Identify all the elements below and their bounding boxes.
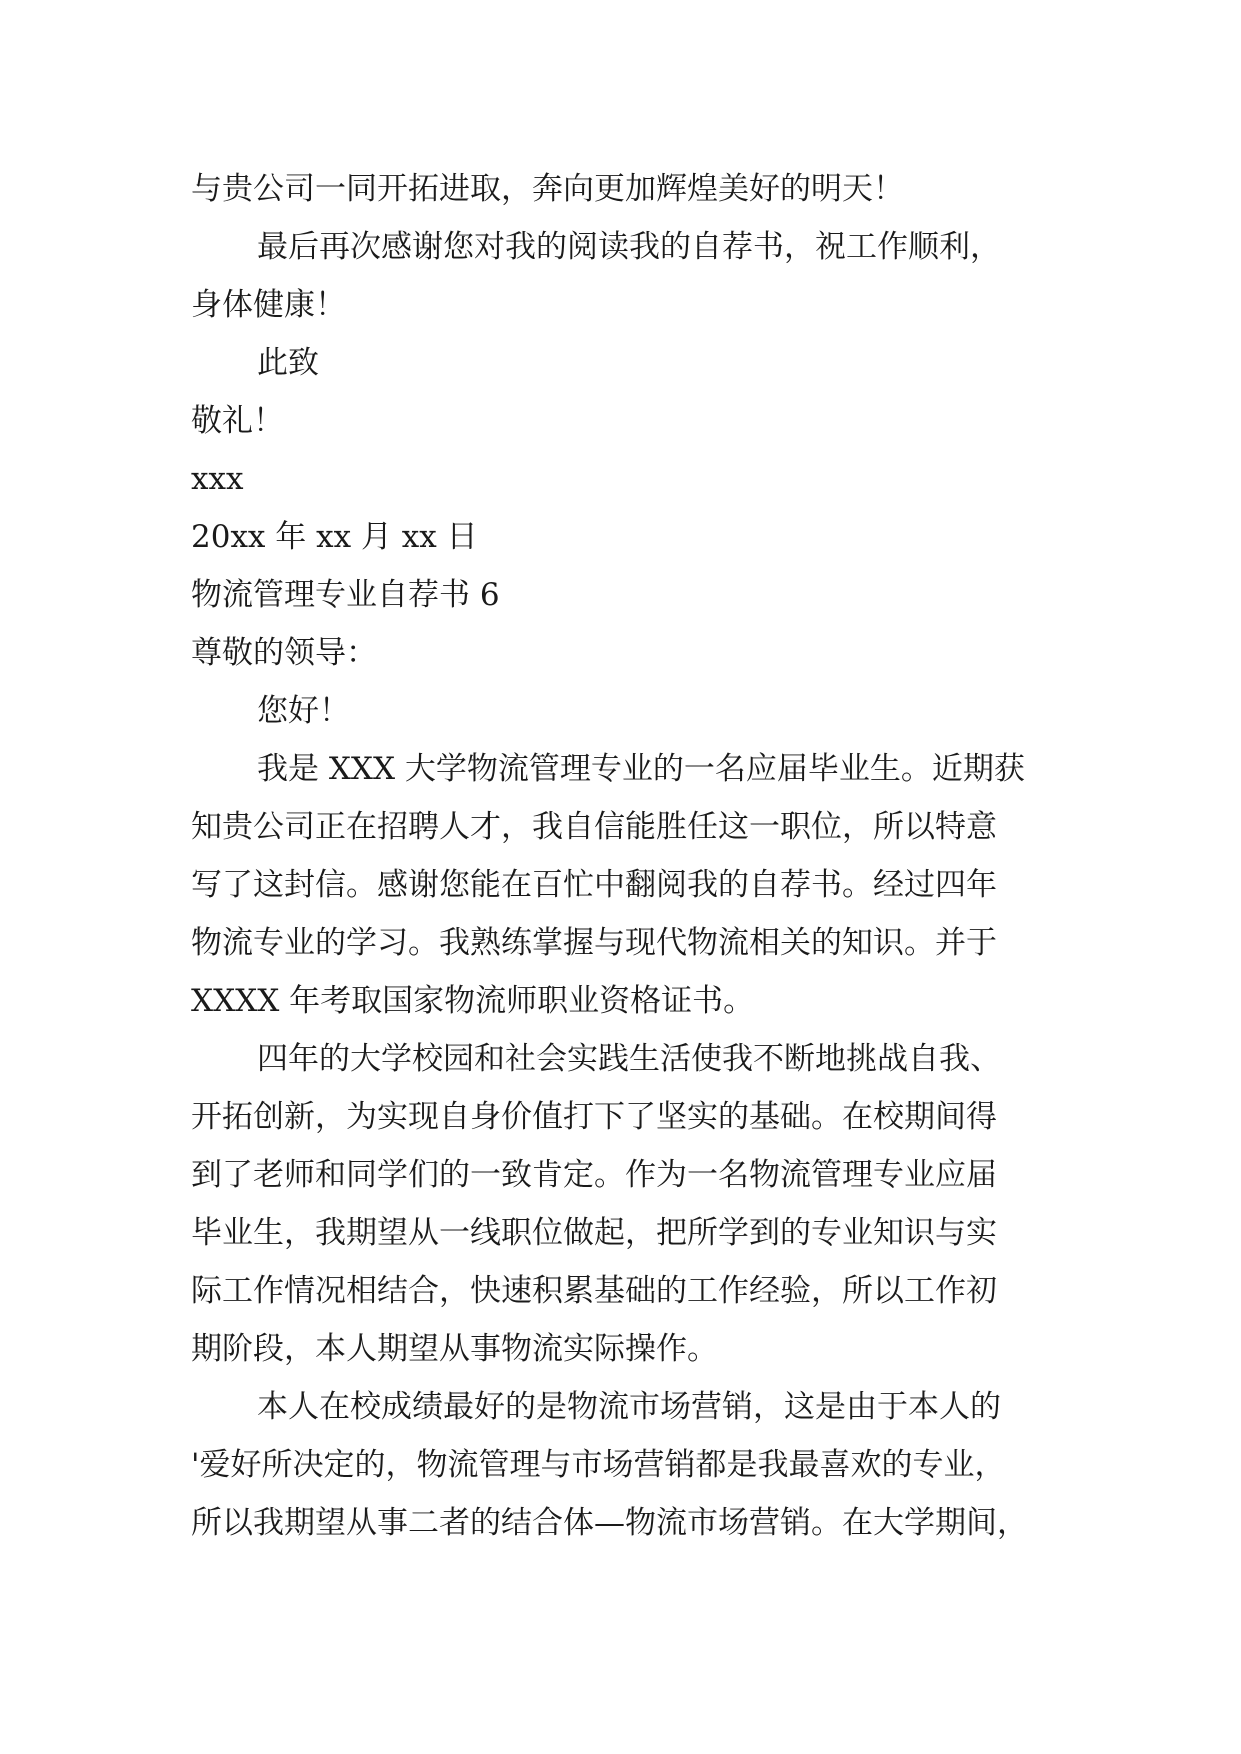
- closing-salutation: 此致: [257, 345, 319, 381]
- greeting-addressee: 尊敬的领导：: [191, 635, 377, 671]
- text-line: 到了老师和同学们的一致肯定。作为一名物流管理专业应届: [191, 1157, 997, 1193]
- text-line: 际工作情况相结合，快速积累基础的工作经验，所以工作初: [191, 1273, 997, 1309]
- text-line: 所以我期望从事二者的结合体—物流市场营销。在大学期间，: [191, 1505, 1028, 1541]
- text-line: 本人在校成绩最好的是物流市场营销，这是由于本人的: [257, 1389, 1001, 1425]
- text-line: 最后再次感谢您对我的阅读我的自荐书，祝工作顺利，: [257, 229, 1001, 265]
- document-body: [191, 160, 1071, 1552]
- signature-date: 20xx 年 xx 月 xx 日: [191, 519, 478, 555]
- text-line: 我是 XXX 大学物流管理专业的一名应届毕业生。近期获: [257, 751, 1025, 787]
- text-line: 期阶段，本人期望从事物流实际操作。: [191, 1331, 718, 1367]
- text-line: 写了这封信。感谢您能在百忙中翻阅我的自荐书。经过四年: [191, 867, 997, 903]
- text-line: '爱好所决定的，物流管理与市场营销都是我最喜欢的专业，: [191, 1447, 1006, 1483]
- text-line: 四年的大学校园和社会实践生活使我不断地挑战自我、: [257, 1041, 1001, 1077]
- text-line: 开拓创新，为实现自身价值打下了坚实的基础。在校期间得: [191, 1099, 997, 1135]
- signature-name: xxx: [191, 461, 244, 497]
- text-line: 与贵公司一同开拓进取，奔向更加辉煌美好的明天！: [191, 171, 904, 207]
- text-line: 毕业生，我期望从一线职位做起，把所学到的专业知识与实: [191, 1215, 997, 1251]
- text-line: 身体健康！: [191, 287, 346, 323]
- section-title: 物流管理专业自荐书 6: [191, 577, 500, 613]
- greeting: 您好！: [257, 693, 350, 729]
- text-line: 物流专业的学习。我熟练掌握与现代物流相关的知识。并于: [191, 925, 997, 961]
- closing-regards: 敬礼！: [191, 403, 284, 439]
- text-line: XXXX 年考取国家物流师职业资格证书。: [191, 983, 755, 1019]
- text-line: 知贵公司正在招聘人才，我自信能胜任这一职位，所以特意: [191, 809, 997, 845]
